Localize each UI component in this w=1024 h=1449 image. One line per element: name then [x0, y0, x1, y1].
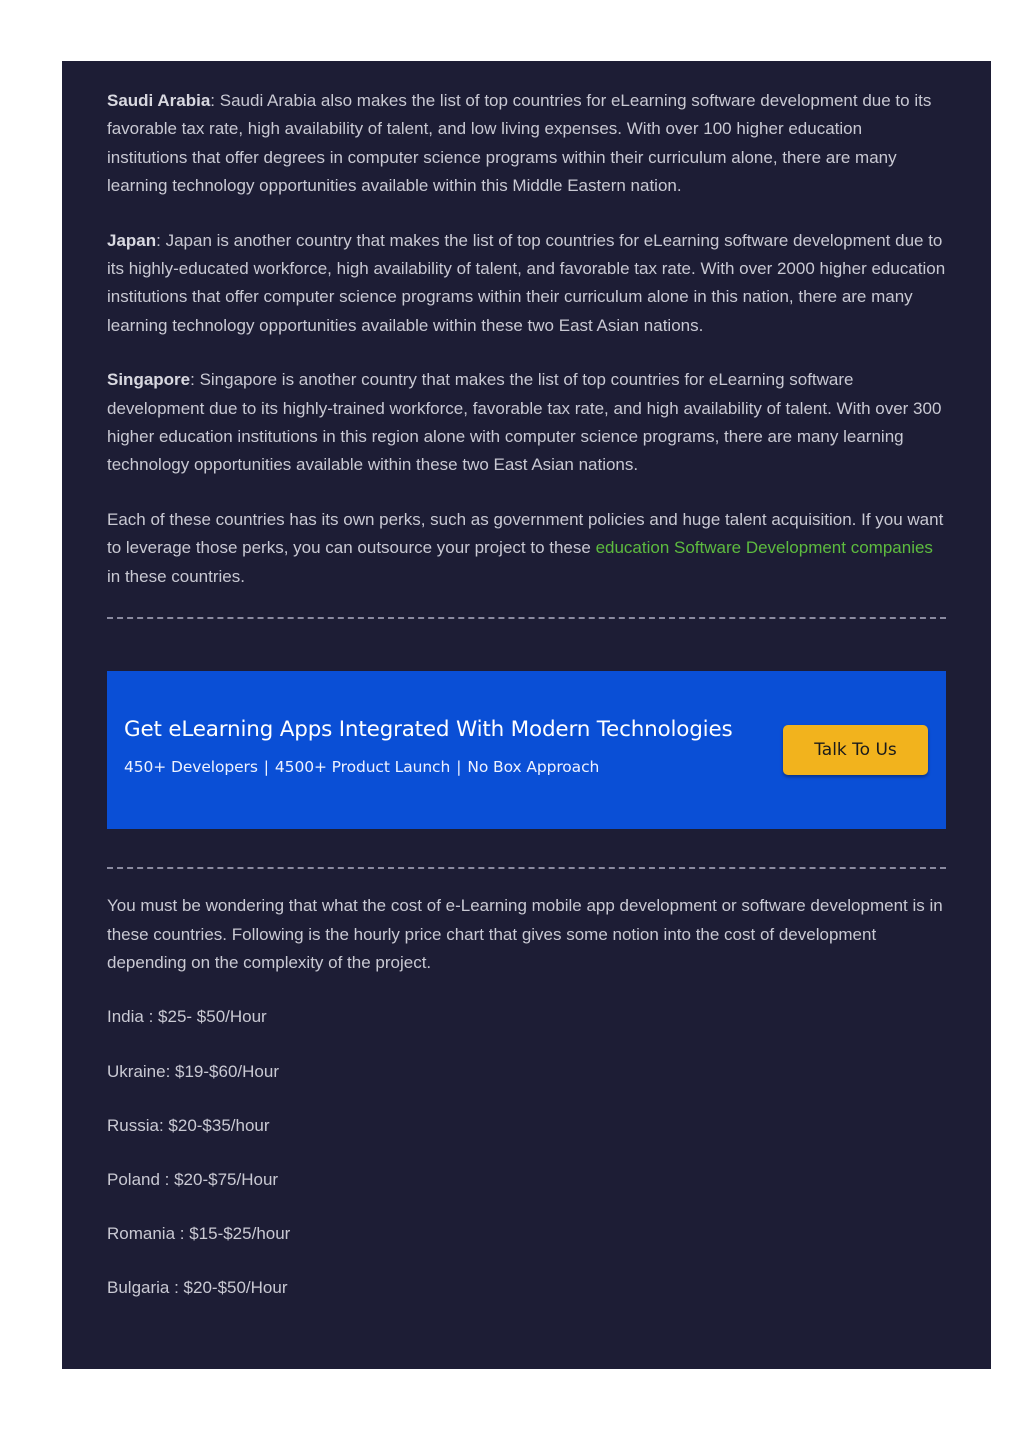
country-description: : Japan is another country that makes the list of top countries for eLearning software development due to its highly-educated workforce, high availability of talent, and favorable tax rate. With over 2000 higher education institutions that offer computer science programs within their curriculum alone in this nation, there are many learning technology opportunities available within these two East Asian nations. — [107, 230, 946, 335]
summary-paragraph — [107, 506, 946, 591]
education-software-companies-link[interactable]: education Software Development companies — [595, 538, 933, 558]
banner-separator: | — [456, 758, 462, 777]
country-description: : Singapore is another country that makes the list of top countries for eLearning software development due to its highly-trained workforce, favorable tax rate, and high availability of talent. With over 300 higher education institutions in this region alone with computer science programs, there are many learning technology opportunities available within these two East Asian nations. — [107, 370, 942, 475]
section-divider — [107, 617, 946, 619]
hourly-price-list — [107, 1003, 946, 1302]
banner-separator: | — [263, 758, 269, 777]
talk-to-us-button[interactable]: Talk To Us — [783, 725, 928, 775]
summary-text-before: Each of these countries has its own perks, such as government policies and huge talent acquisition. If you want to leverage those perks, you can outsource your project to these — [107, 509, 944, 558]
summary-text-after: in these countries. — [107, 566, 245, 586]
price-item-poland: Poland : $20-$75/Hour — [107, 1169, 279, 1189]
banner-stat-approach: No Box Approach — [467, 758, 600, 777]
banner-stat-launches: 4500+ Product Launch — [274, 758, 451, 777]
price-item-ukraine: Ukraine: $19-$60/Hour — [107, 1061, 279, 1081]
country-name: Singapore — [107, 370, 191, 390]
article-body — [62, 61, 991, 1369]
country-paragraph-japan — [107, 227, 946, 341]
promo-banner[interactable] — [107, 671, 946, 829]
banner-title: Get eLearning Apps Integrated With Modern Technologies — [124, 717, 733, 743]
country-paragraph-singapore — [107, 366, 946, 480]
country-description: : Saudi Arabia also makes the list of top countries for eLearning software development due to its favorable tax rate, high availability of talent, and low living expenses. With over 100 higher education institutions that offer degrees in computer science programs within their curriculum alone, there are many learning technology opportunities available within this Middle Eastern nation. — [107, 91, 932, 196]
price-item-india: India : $25- $50/Hour — [107, 1007, 267, 1027]
country-paragraph-saudi-arabia — [107, 87, 946, 201]
section-divider — [107, 867, 946, 869]
country-name: Japan — [107, 230, 157, 250]
country-name: Saudi Arabia — [107, 91, 211, 110]
price-item-russia: Russia: $20-$35/hour — [107, 1115, 270, 1135]
price-item-romania: Romania : $15-$25/hour — [107, 1224, 291, 1244]
price-item-bulgaria: Bulgaria : $20-$50/Hour — [107, 1278, 288, 1298]
cost-intro-paragraph: You must be wondering that what the cost of e-Learning mobile app development or software development is in these countries. Following is the hourly price chart that gives some notion into the cost of development depending on the complexity of the project. — [107, 896, 943, 972]
banner-stat-developers: 450+ Developers — [124, 758, 258, 777]
